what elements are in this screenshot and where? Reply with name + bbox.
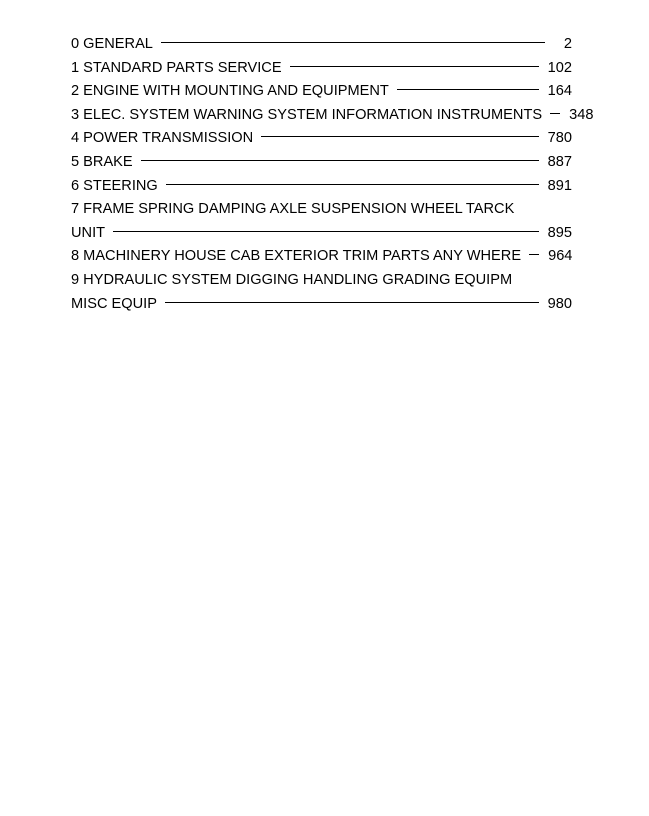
toc-entry-title: 8 MACHINERY HOUSE CAB EXTERIOR TRIM PARTS ANY WHERE [71, 248, 522, 265]
toc-entry-5-brake[interactable] [71, 151, 572, 175]
toc-entry-1-standard-parts-service[interactable] [71, 57, 572, 81]
toc-entry-title: 9 HYDRAULIC SYSTEM DIGGING HANDLING GRADING EQUIPM [71, 271, 513, 288]
dot-leader [550, 113, 560, 114]
toc-entry-0-general[interactable] [71, 33, 572, 57]
toc-entry-page-number: 980 [547, 295, 572, 312]
toc-entry-3-elec-system[interactable] [71, 104, 594, 128]
toc-entry-4-power-transmission[interactable] [71, 127, 572, 151]
toc-entry-page-number: 887 [547, 153, 572, 170]
toc-entry-page-number: 964 [548, 248, 573, 265]
toc-entry-title: 4 POWER TRANSMISSION [71, 130, 254, 147]
toc-entry-title-continuation: MISC EQUIP [71, 295, 157, 312]
toc-entry-page-number: 891 [547, 177, 572, 194]
toc-entry-page-number: 2 [563, 36, 572, 52]
table-of-contents [71, 33, 594, 316]
toc-entry-9-hydraulic-line1[interactable] [71, 269, 572, 293]
dot-leader [141, 160, 539, 161]
toc-entry-page-number: 780 [547, 130, 572, 147]
toc-entry-title: 1 STANDARD PARTS SERVICE [71, 59, 282, 76]
toc-entry-7-frame-line2[interactable] [71, 222, 572, 246]
dot-leader [165, 302, 539, 303]
toc-entry-title: 5 BRAKE [71, 153, 133, 170]
toc-entry-page-number: 895 [547, 224, 572, 241]
toc-entry-6-steering[interactable] [71, 175, 572, 199]
toc-entry-title-continuation: UNIT [71, 224, 106, 241]
toc-entry-2-engine[interactable] [71, 80, 572, 104]
dot-leader [166, 184, 539, 185]
dot-leader [529, 254, 539, 255]
toc-entry-8-machinery-house[interactable] [71, 245, 572, 269]
toc-entry-page-number: 348 [569, 106, 594, 123]
toc-entry-title: 6 STEERING [71, 177, 158, 194]
toc-entry-title: 0 GENERAL [71, 36, 153, 52]
dot-leader [261, 136, 538, 137]
toc-entry-page-number: 164 [547, 83, 572, 100]
dot-leader [397, 89, 539, 90]
dot-leader [290, 66, 539, 67]
dot-leader [161, 42, 545, 43]
dot-leader [113, 231, 539, 232]
toc-entry-title: 3 ELEC. SYSTEM WARNING SYSTEM INFORMATION INSTRUMENTS [71, 106, 543, 123]
toc-entry-page-number: 102 [547, 59, 572, 76]
toc-entry-9-hydraulic-line2[interactable] [71, 293, 572, 317]
toc-entry-title: 2 ENGINE WITH MOUNTING AND EQUIPMENT [71, 83, 389, 100]
toc-entry-7-frame-line1[interactable] [71, 198, 572, 222]
toc-entry-title: 7 FRAME SPRING DAMPING AXLE SUSPENSION WHEEL TARCK [71, 201, 515, 218]
